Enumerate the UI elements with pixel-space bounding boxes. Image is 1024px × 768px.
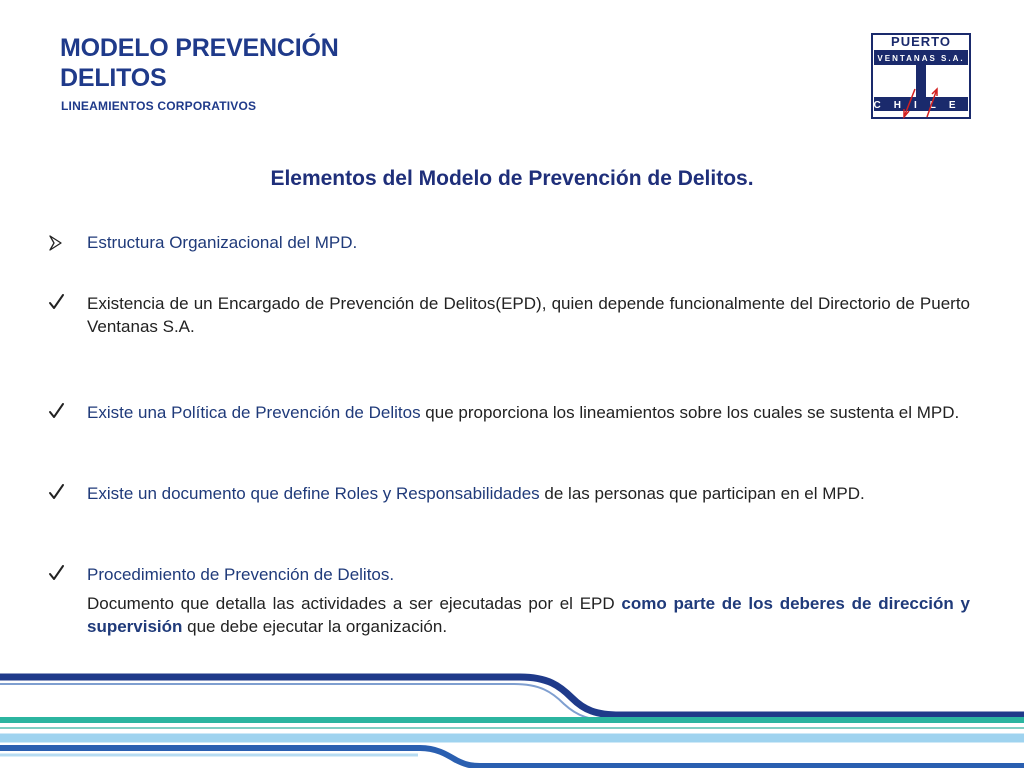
decorative-waves (0, 668, 1024, 768)
header-title (60, 33, 339, 93)
title-line-1: MODELO PREVENCIÓN (60, 34, 339, 62)
roles-text: de las personas que participan en el MPD. (539, 484, 865, 503)
bullet-item (48, 231, 970, 254)
check-item (48, 563, 970, 586)
checkmark-icon (48, 563, 70, 586)
check-item (48, 401, 970, 424)
logo-middle-text: VENTANAS S.A. (877, 54, 965, 63)
policy-highlight: Existe una Política de Prevención de Delitos (87, 403, 421, 422)
check-text (87, 482, 970, 505)
header-subtitle: LINEAMIENTOS CORPORATIVOS (61, 99, 257, 113)
checkmark-icon (48, 292, 70, 315)
checkmark-icon (48, 482, 70, 505)
title-line-2: DELITOS (60, 64, 167, 92)
procedure-detail (48, 592, 970, 638)
detail-bold-text: como parte de los deberes de dirección y supervisión (87, 594, 970, 636)
logo-top-text: PUERTO (891, 34, 951, 49)
bullet-text: Estructura Organizacional del MPD. (87, 233, 358, 252)
detail-text-start: Documento que detalla las actividades a ser ejecutadas por el EPD (87, 594, 622, 613)
section-heading: Elementos del Modelo de Prevención de Delitos. (270, 167, 754, 190)
checkmark-icon (48, 401, 70, 424)
check-item (48, 482, 970, 505)
check-text (87, 401, 970, 424)
check-text: Existencia de un Encargado de Prevención de Delitos(EPD), quien depende funcionalmente del Directorio de Puerto Ventanas S.A. (87, 294, 970, 336)
company-logo (871, 33, 971, 119)
procedure-title: Procedimiento de Prevención de Delitos. (87, 565, 395, 584)
policy-text: que proporciona los lineamientos sobre los cuales se sustenta el MPD. (420, 403, 960, 422)
logo-bottom-text: CHILE (873, 100, 969, 111)
roles-highlight: Existe un documento que define Roles y Responsabilidades (87, 484, 540, 503)
check-item (48, 292, 970, 338)
arrow-bullet-icon (48, 231, 70, 254)
detail-text-end: que debe ejecutar la organización. (182, 617, 448, 636)
